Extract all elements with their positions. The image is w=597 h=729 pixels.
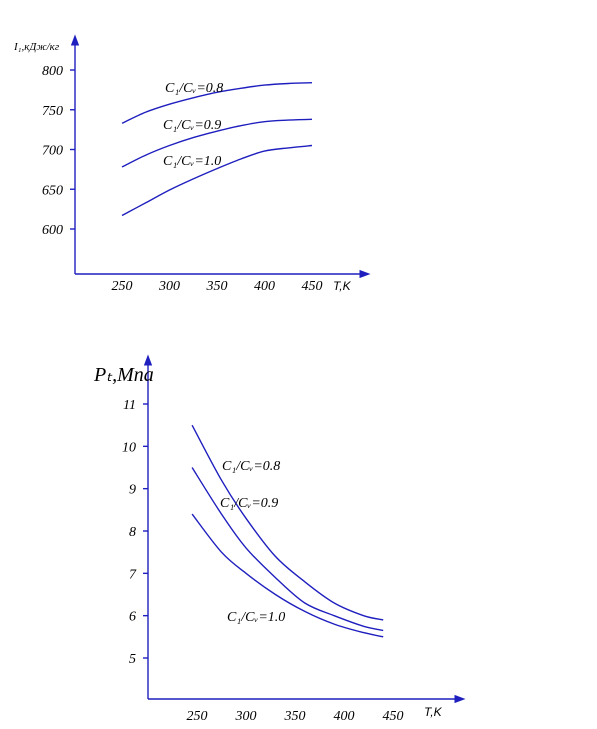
chart-2-y-tick-label: 11 [123,398,136,413]
chart-1-curves [122,83,312,216]
chart-2-y-label [93,364,154,386]
chart-2-series-line-0 [192,425,383,620]
chart-1-x-ticks [112,279,323,294]
chart-1-x-label: T,K [333,279,351,293]
chart-2-series-line-2 [192,514,383,637]
chart-2-y-tick-label: 8 [129,525,136,540]
chart-2-x-tick-label: 300 [235,709,257,724]
chart-1-x-tick-label: 400 [254,279,275,294]
chart-2-series-label-2: C₁/Cᵥ=1.0 [227,610,286,625]
chart-1-x-tick-label: 250 [111,279,133,294]
chart-1-series-label-1: C₁/Cᵥ=0.9 [163,118,222,133]
chart-2-x-tick-label: 350 [284,709,306,724]
chart-1-series-label-2: C₁/Cᵥ=1.0 [163,154,222,169]
chart-2-series-label-0: C₁/Cᵥ=0.8 [222,459,281,474]
chart-2-y-tick-label: 9 [129,482,136,498]
chart-2-x-tick-label: 450 [382,709,404,724]
chart-2-y-ticks [122,398,148,667]
chart-1-x-tick-label: 350 [206,279,228,294]
chart-2 [93,360,460,724]
chart-1-y-tick-label: 750 [42,103,63,119]
chart-2-x-tick-label: 250 [186,709,208,724]
chart-1-y-tick-label: 800 [42,64,63,79]
chart-1-y-tick-label: 700 [42,143,63,159]
chart-2-x-tick-label: 400 [333,709,355,724]
chart-2-series-line-1 [192,468,383,631]
chart-2-x-ticks [187,709,404,724]
chart-1-x-tick-label: 450 [301,279,323,294]
chart-2-series-label-1: C₁/Cᵥ=0.9 [220,496,279,511]
chart-1 [13,40,365,294]
chart-2-y-tick-label: 6 [129,609,136,625]
chart-2-y-tick-label: 5 [129,652,136,667]
chart-1-y-tick-label: 600 [42,223,63,238]
chart-1-x-tick-label: 300 [159,279,180,294]
chart-1-y-tick-label: 650 [42,183,63,199]
chart-2-y-tick-label: 10 [122,440,136,456]
chart-1-y-label: I₁,кДж/кг [14,41,60,53]
chart-1-series-label-0: C₁/Cᵥ=0.8 [165,81,224,96]
chart-2-y-tick-label: 7 [129,567,136,583]
chart-1-y-ticks [42,64,75,238]
chart-2-curves [192,425,383,637]
chart-2-y-label-text: Pₜ,Мпа [94,364,154,386]
chart-2-x-label: T,K [424,705,442,719]
